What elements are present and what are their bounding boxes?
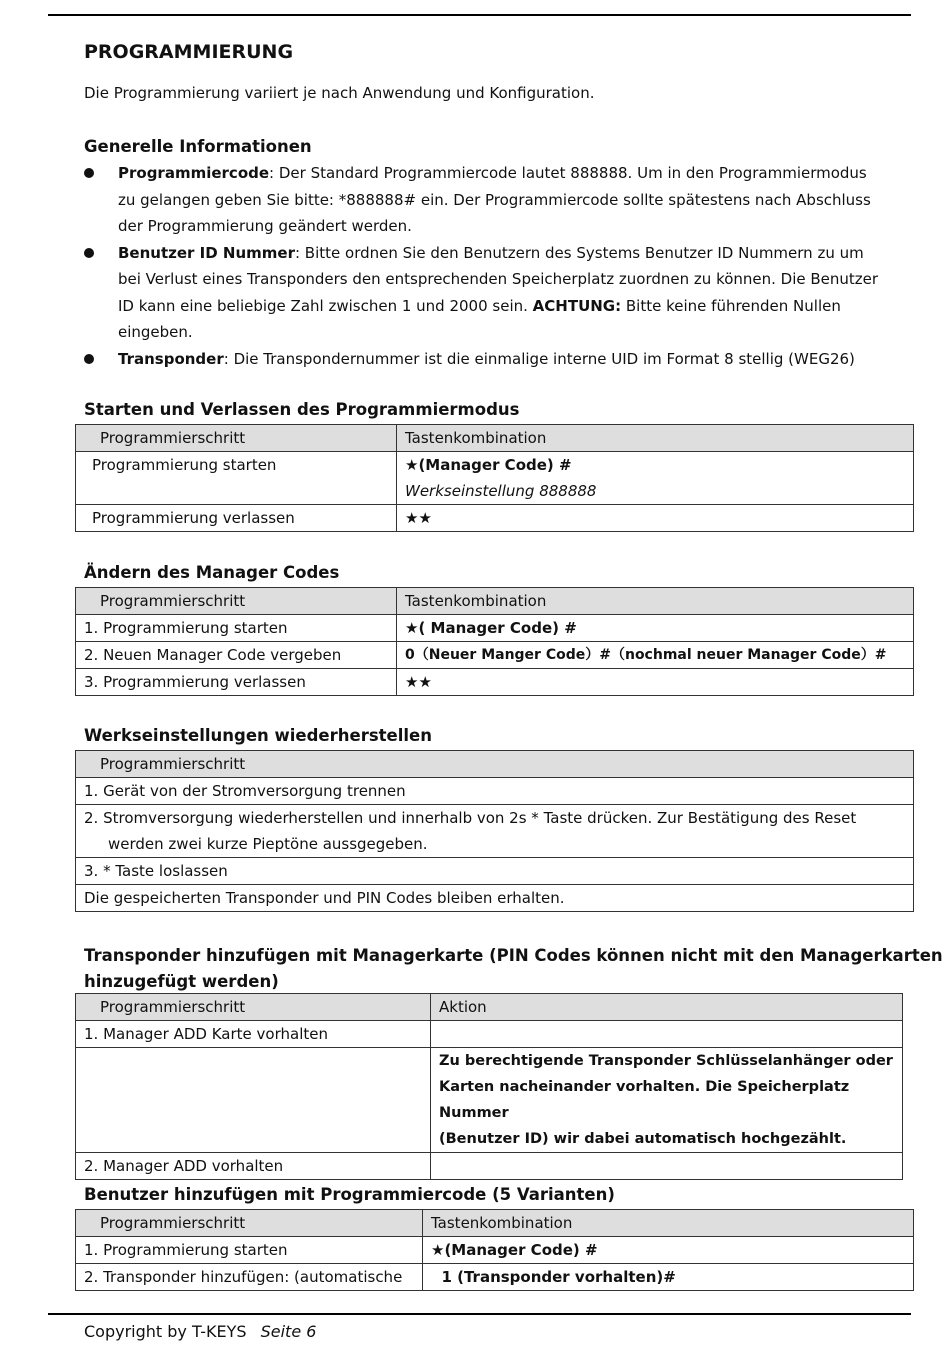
list-item: Transponder: Die Transpondernummer ist die einmalige interne UID im Format 8 stellig (WEG26) bbox=[84, 346, 884, 373]
table-row bbox=[76, 615, 914, 642]
list-item: Programmiercode: Der Standard Programmiercode lautet 888888. Um in den Programmiermodus zu gelangen geben Sie bitte: *888888# ein. Der Programmiercode sollte spätestens nach Abschluss der Programmierung geändert werden. bbox=[84, 160, 884, 240]
col-header: Programmierschritt bbox=[76, 425, 397, 452]
table-row bbox=[76, 1021, 903, 1048]
col-header: Tastenkombination bbox=[397, 588, 914, 615]
step-cell: 1. Manager ADD Karte vorhalten bbox=[76, 1021, 431, 1048]
table-header bbox=[76, 994, 903, 1021]
col-header: Tastenkombination bbox=[397, 425, 914, 452]
page-footer bbox=[84, 1322, 316, 1341]
step-cell: 2. Neuen Manager Code vergeben bbox=[76, 642, 397, 669]
page-title: PROGRAMMIERUNG bbox=[84, 41, 294, 63]
table-row bbox=[76, 505, 914, 532]
step-cell: 1. Programmierung starten bbox=[76, 615, 397, 642]
table-row bbox=[76, 1048, 903, 1153]
step-cell: Programmierung verlassen bbox=[76, 505, 397, 532]
combo-cell: 0（Neuer Manger Code）#（nochmal neuer Manager Code）# bbox=[397, 642, 914, 669]
section-add-user-heading: Benutzer hinzufügen mit Programmiercode (5 Varianten) bbox=[84, 1185, 615, 1204]
intro-text: Die Programmierung variiert je nach Anwendung und Konfiguration. bbox=[84, 84, 595, 102]
add-user-table bbox=[75, 1209, 914, 1291]
manager-card-table bbox=[75, 993, 903, 1180]
table-row bbox=[76, 669, 914, 696]
factory-reset-table bbox=[75, 750, 914, 912]
step-cell: 2. Manager ADD vorhalten bbox=[76, 1153, 431, 1180]
step-cell bbox=[76, 1048, 431, 1153]
section-manager-card-heading: Transponder hinzufügen mit Managerkarte (PIN Codes können nicht mit den Managerkarten hinzugefügt werden) bbox=[84, 946, 943, 991]
action-cell bbox=[431, 1153, 903, 1180]
section-factory-reset-heading: Werkseinstellungen wiederherstellen bbox=[84, 726, 432, 745]
table-header bbox=[76, 425, 914, 452]
col-header: Programmierschritt bbox=[76, 1210, 423, 1237]
col-header: Aktion bbox=[431, 994, 903, 1021]
col-header: Programmierschritt bbox=[76, 994, 431, 1021]
manager-code-table bbox=[75, 587, 914, 696]
action-cell: Zu berechtigende Transponder Schlüsselanhänger oder Karten nacheinander vorhalten. Die Speicherplatz Nummer (Benutzer ID) wir dabei automatisch hochgezählt. bbox=[431, 1048, 903, 1153]
combo-cell: ★★ bbox=[397, 505, 914, 532]
table-header bbox=[76, 588, 914, 615]
step-cell: 3. * Taste loslassen bbox=[76, 858, 914, 885]
combo-cell: ★★ bbox=[397, 669, 914, 696]
step-cell: Programmierung starten bbox=[76, 452, 397, 505]
table-row bbox=[76, 858, 914, 885]
table-row bbox=[76, 642, 914, 669]
copyright-text: Copyright by T-KEYS bbox=[84, 1322, 247, 1341]
col-header: Programmierschritt bbox=[76, 588, 397, 615]
top-rule bbox=[48, 14, 911, 16]
table-row bbox=[76, 1264, 914, 1291]
section-start-exit-heading: Starten und Verlassen des Programmiermodus bbox=[84, 400, 520, 419]
col-header: Programmierschritt bbox=[76, 751, 914, 778]
step-cell: 1. Programmierung starten bbox=[76, 1237, 423, 1264]
note-cell: Die gespeicherten Transponder und PIN Codes bleiben erhalten. bbox=[76, 885, 914, 912]
combo-cell: ★(Manager Code) # bbox=[423, 1237, 914, 1264]
list-item: Benutzer ID Nummer: Bitte ordnen Sie den Benutzern des Systems Benutzer ID Nummern zu um bei Verlust eines Transponders den entsprechenden Speicherplatz zuordnen zu können. Die Benutzer ID kann eine beliebige Zahl zwischen 1 und 2000 sein. ACHTUNG: Bitte keine führenden Nullen eingeben. bbox=[84, 240, 884, 346]
step-cell: 1. Gerät von der Stromversorgung trennen bbox=[76, 778, 914, 805]
step-cell: 2. Transponder hinzufügen: (automatische bbox=[76, 1264, 423, 1291]
bottom-rule bbox=[48, 1313, 911, 1315]
col-header: Tastenkombination bbox=[423, 1210, 914, 1237]
step-cell: 2. Stromversorgung wiederherstellen und innerhalb von 2s * Taste drücken. Zur Bestätigung des Reset werden zwei kurze Pieptöne aussgegeben. bbox=[76, 805, 914, 858]
table-header bbox=[76, 1210, 914, 1237]
combo-cell: ★(Manager Code) # Werkseinstellung 888888 bbox=[397, 452, 914, 505]
start-exit-table bbox=[75, 424, 914, 532]
general-list bbox=[84, 160, 884, 372]
table-header bbox=[76, 751, 914, 778]
table-row bbox=[76, 1153, 903, 1180]
step-cell: 3. Programmierung verlassen bbox=[76, 669, 397, 696]
table-row bbox=[76, 885, 914, 912]
table-row bbox=[76, 778, 914, 805]
page-number: Seite 6 bbox=[260, 1322, 317, 1341]
table-row bbox=[76, 452, 914, 505]
section-manager-code-heading: Ändern des Manager Codes bbox=[84, 563, 340, 582]
general-heading: Generelle Informationen bbox=[84, 137, 312, 156]
table-row bbox=[76, 805, 914, 858]
action-cell bbox=[431, 1021, 903, 1048]
combo-cell: 1 (Transponder vorhalten)# bbox=[423, 1264, 914, 1291]
table-row bbox=[76, 1237, 914, 1264]
combo-cell: ★( Manager Code) # bbox=[397, 615, 914, 642]
